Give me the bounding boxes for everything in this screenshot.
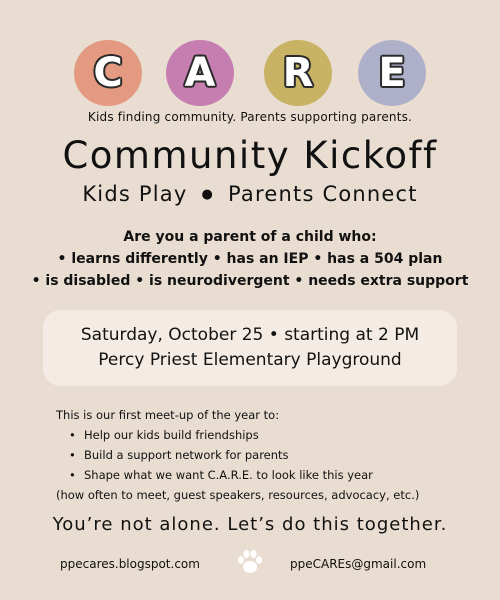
logo-circle-e bbox=[358, 40, 426, 106]
page-title: Community Kickoff bbox=[62, 134, 438, 177]
event-date-time: Saturday, October 25 • starting at 2 PM bbox=[80, 325, 420, 345]
question-line-1: • learns differently • has an IEP • has a 504 plan bbox=[57, 251, 443, 267]
purpose-list bbox=[56, 425, 476, 485]
closing-message: You’re not alone. Let’s do this together. bbox=[52, 514, 448, 535]
event-location: Percy Priest Elementary Playground bbox=[98, 350, 402, 370]
logo-letter-e: E bbox=[378, 50, 406, 96]
list-item-text: Shape what we want C.A.R.E. to look like this year bbox=[84, 468, 373, 482]
purpose-note: (how often to meet, guest speakers, resources, advocacy, etc.) bbox=[56, 488, 420, 502]
list-item-text: Build a support network for parents bbox=[84, 448, 289, 462]
list-item-text: Help our kids build friendships bbox=[84, 428, 259, 442]
paw-print-icon bbox=[236, 548, 264, 576]
list-item bbox=[69, 425, 476, 445]
logo-letter-c: C bbox=[93, 50, 123, 96]
website-link[interactable]: ppecares.blogspot.com bbox=[60, 557, 200, 571]
bullet-icon: • bbox=[69, 428, 76, 442]
bullet-icon: • bbox=[69, 448, 76, 462]
question-line-2: • is disabled • is neurodivergent • needs extra support bbox=[31, 273, 469, 289]
subtitle bbox=[0, 181, 500, 208]
meetup-purpose bbox=[56, 405, 476, 505]
list-item bbox=[69, 465, 476, 485]
care-logo bbox=[0, 40, 500, 106]
subtitle-parents-connect: Parents Connect bbox=[228, 182, 418, 206]
subtitle-dot: ● bbox=[201, 187, 215, 202]
audience-question bbox=[0, 226, 500, 292]
logo-letter-a: A bbox=[184, 50, 216, 96]
logo-letter-r: R bbox=[282, 50, 314, 96]
logo-circle-c bbox=[74, 40, 142, 106]
logo-circle-a bbox=[166, 40, 234, 106]
purpose-lead: This is our first meet-up of the year to: bbox=[56, 408, 280, 422]
event-details-box bbox=[43, 310, 457, 386]
tagline: Kids finding community. Parents supporting parents. bbox=[87, 110, 413, 124]
list-item bbox=[69, 445, 476, 465]
email-link[interactable]: ppeCAREs@gmail.com bbox=[290, 557, 427, 571]
logo-circle-r bbox=[264, 40, 332, 106]
bullet-icon: • bbox=[69, 468, 76, 482]
question-heading: Are you a parent of a child who: bbox=[123, 229, 377, 245]
subtitle-kids-play: Kids Play bbox=[82, 182, 188, 206]
